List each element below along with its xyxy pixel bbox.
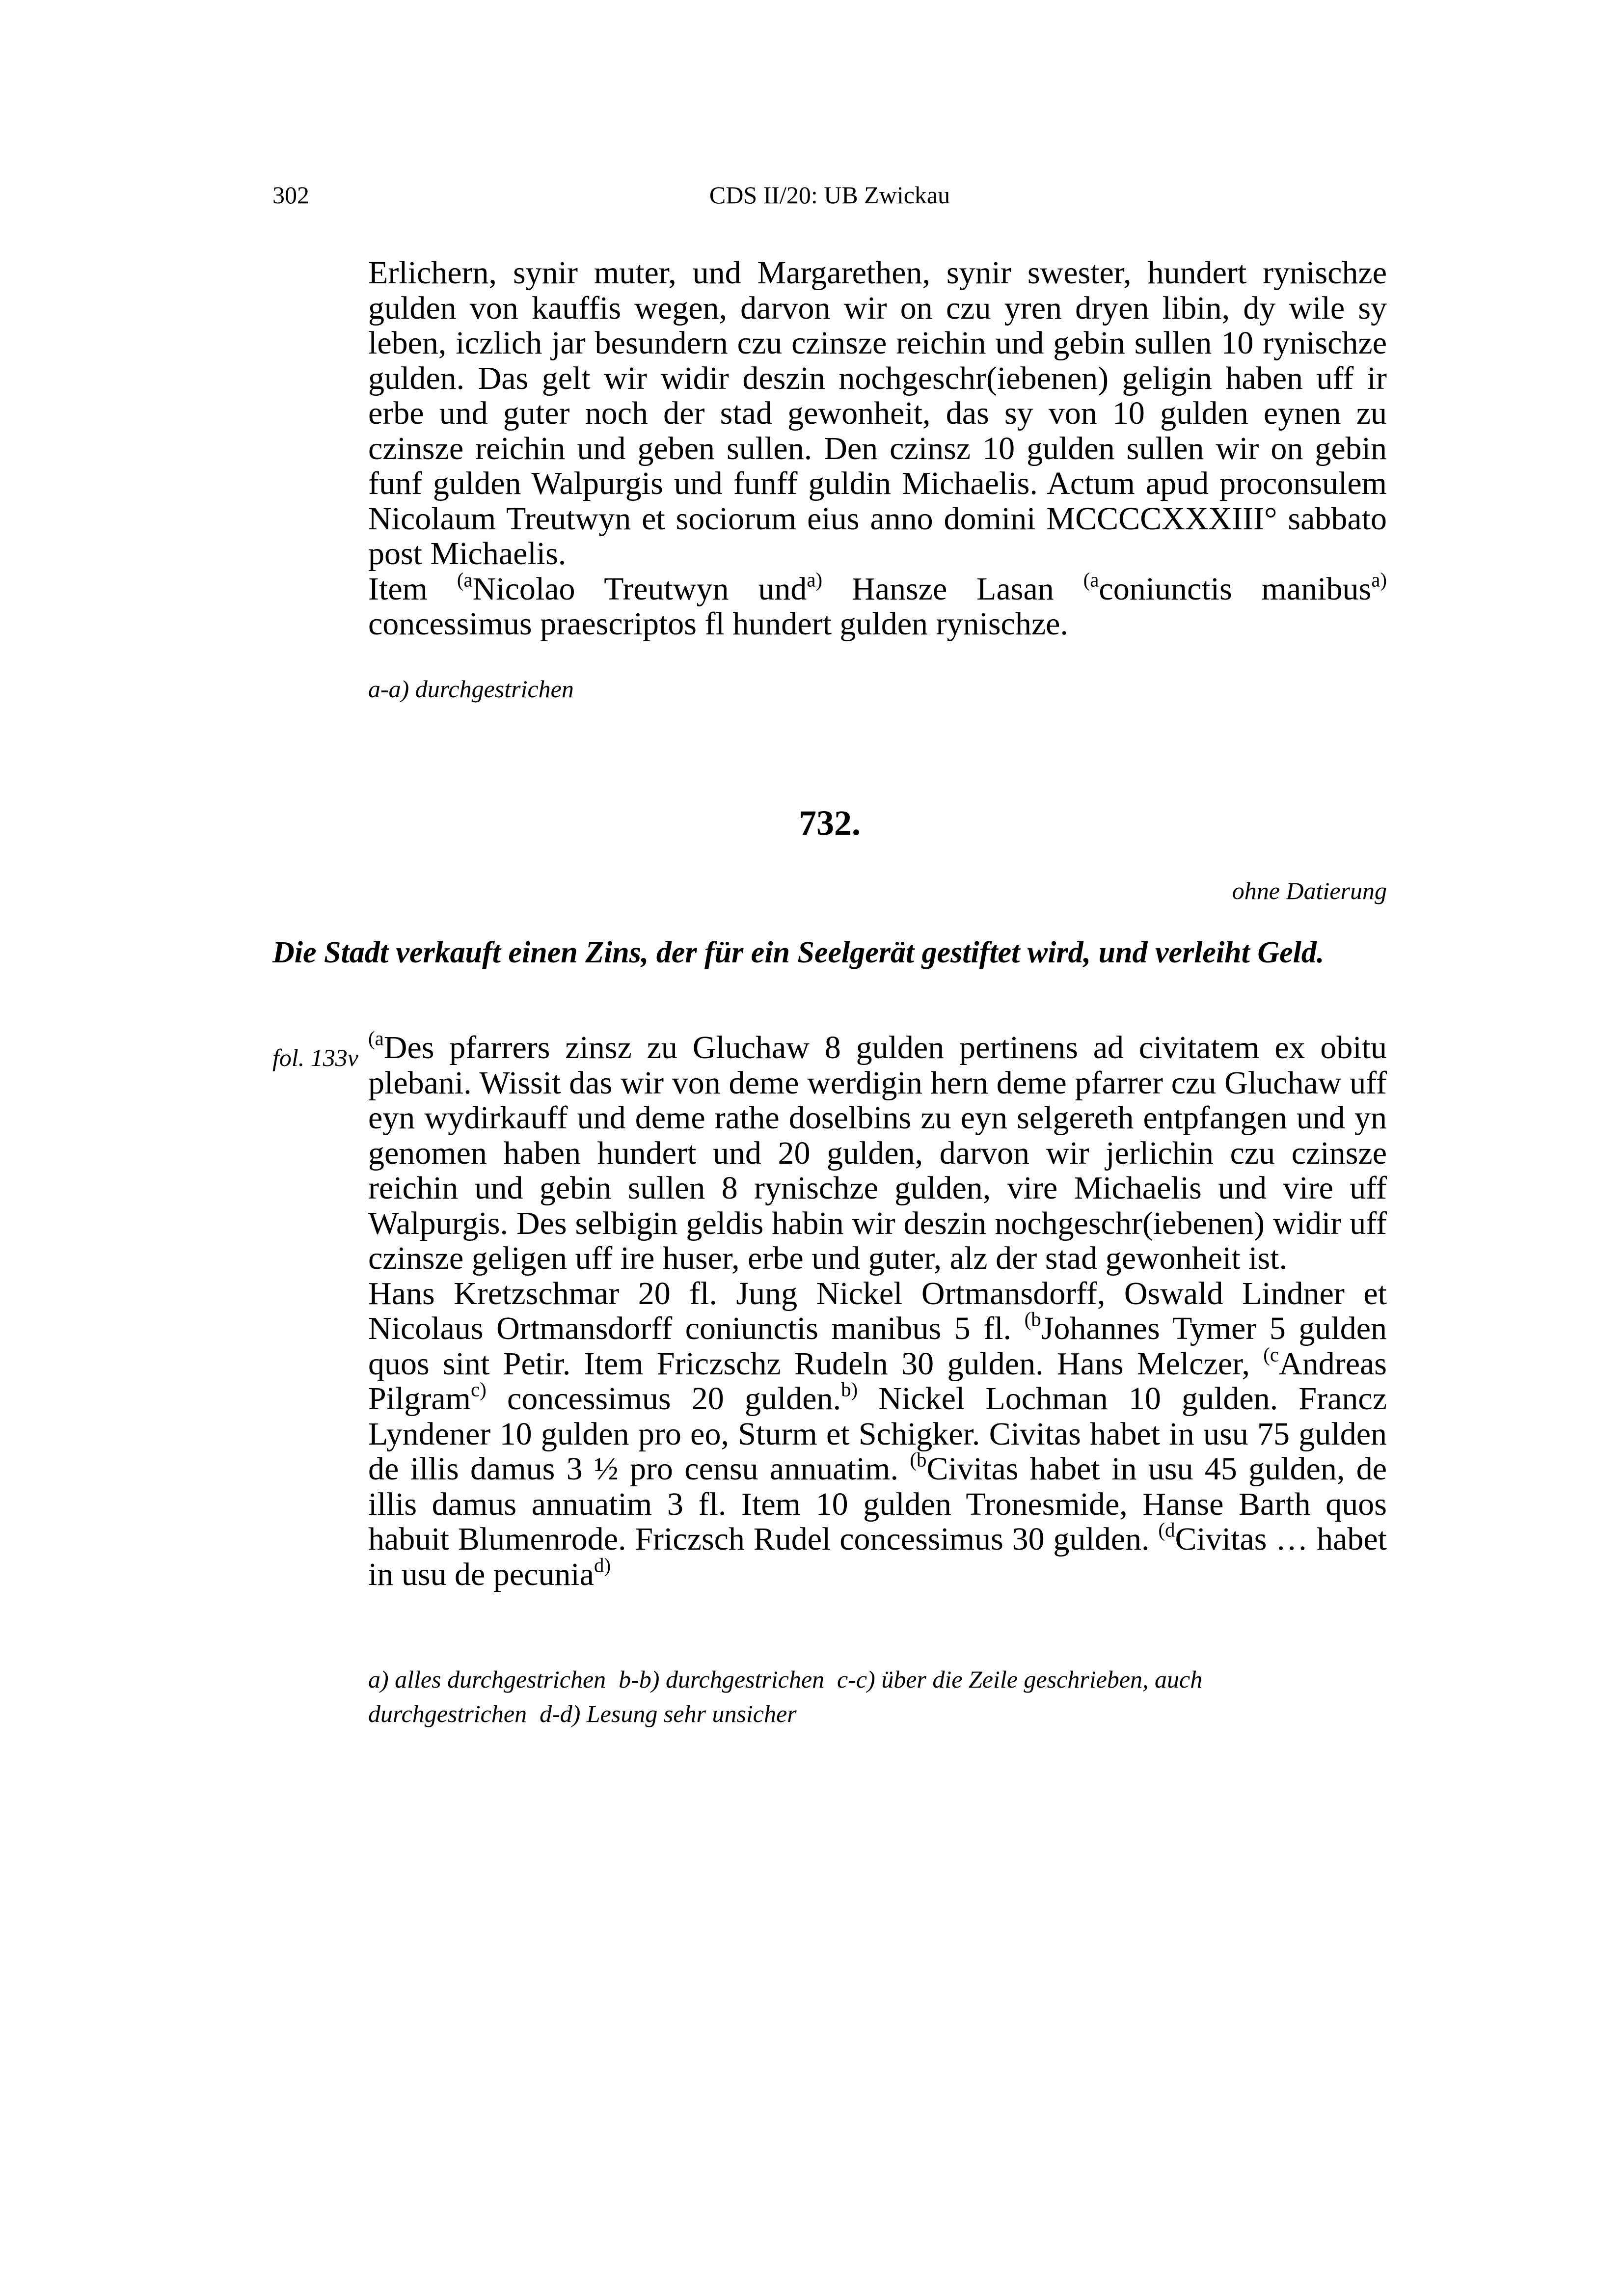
previous-document-text <box>368 255 1387 642</box>
footnote-marker: a) <box>807 568 823 591</box>
footnote-marker: (b <box>910 1449 927 1471</box>
document-text <box>368 1027 1387 1592</box>
footnote-marker: (d <box>1158 1519 1175 1541</box>
paragraph: $^{(a}$Des pfarrers zinsz zu Gluchaw 8 gulden pertinens ad civitatem ex obitu plebani. Wissit das wir von deme werdigin hern deme pfarrer czu Gluchaw uff eyn wydirkauff und deme rathe doselbins zu eyn selgereth entpfangen und yn genomen haben hundert und 20 gulden, darvon wir jerlichin czu czinsze reichin und gebin sullen 8 rynischze gulden, vire Michaelis und vire uff Walpurgis. Des selbigin geldis habin wir deszin nochgeschr(iebenen) widir uff czinsze geligen uff ire huser, erbe und guter, alz der stad gewonheit ist. <box>368 1027 1387 1276</box>
footnote-marker: b) <box>841 1378 858 1401</box>
footnote-marker: (b <box>1024 1308 1041 1331</box>
page-number: 302 <box>272 181 309 209</box>
footnote-marker: (a <box>1083 568 1099 591</box>
document-date: ohne Datierung <box>1232 877 1387 904</box>
footnote-marker: (a <box>368 1027 384 1050</box>
folio-reference: fol. 133v <box>272 1044 358 1071</box>
footnote-apparatus <box>368 1662 1387 1731</box>
footnote-marker: (a <box>457 568 473 591</box>
document-regest: Die Stadt verkauft einen Zins, der für ein Seelgerät gestiftet wird, und verleiht Geld. <box>272 936 1325 969</box>
running-header <box>272 181 1387 215</box>
footnote: b-b) durchgestrichen <box>619 1666 825 1693</box>
footnote: c-c) über die Zeile geschrieben, auch durchgestrichen <box>368 1666 1203 1727</box>
footnote-marker: a) <box>1371 568 1387 591</box>
document-number: 732. <box>799 803 861 843</box>
footnote-apparatus: a-a) durchgestrichen <box>368 675 574 703</box>
footnote-marker: c) <box>471 1378 487 1401</box>
paragraph: Hans Kretzschmar 20 fl. Jung Nickel Ortmansdorff, Oswald Lindner et Nicolaus Ortmansdorff coniunctis manibus 5 fl. $^{(b}$Johannes Tymer 5 gulden quos sint Petir. Item Friczschz Rudeln 30 gulden. Hans Melczer, $^{(c}$Andreas Pilgram$^{c)}$ concessimus 20 gulden.$^{b)}$ Nickel Lochman 10 gulden. Francz Lyndener 10 gulden pro eo, Sturm et Schigker. Civitas habet in usu 75 gulden de illis damus 3 ½ pro censu annuatim. $^{(b}$Civitas habet in usu 45 gulden, de illis damus annuatim 3 fl. Item 10 gulden Tronesmide, Hanse Barth quos habuit Blumenrode. Friczsch Rudel concessimus 30 gulden. $^{(d}$Civitas … habet in usu de pecunia$^{d)}$ <box>368 1275 1387 1592</box>
paragraph: Item $^{(a}$Nicolao Treutwyn und$^{a)}$ Hansze Lasan $^{(a}$coniunctis manibus$^{a)}$ concessimus praescriptos fl hundert gulden rynischze. <box>368 568 1387 642</box>
paragraph: Erlichern, synir muter, und Margarethen, synir swester, hundert rynischze gulden von kauffis wegen, darvon wir on czu yren dryen libin, dy wile sy leben, iczlich jar besundern czu czinsze reichin und gebin sullen 10 rynischze gulden. Das gelt wir widir deszin nochgeschr(iebenen) geligin haben uff ir erbe und guter noch der stad gewonheit, das sy von 10 gulden eynen zu czinsze reichin und geben sullen. Den czinsz 10 gulden sullen wir on gebin funf gulden Walpurgis und funff guldin Michaelis. Actum apud proconsulem Nicolaum Treutwyn et sociorum eius anno domini MCCCCXXXIII° sabbato post Michaelis. <box>368 255 1387 572</box>
footnote: a) alles durchgestrichen <box>368 1666 606 1693</box>
footnote-marker: d) <box>594 1554 611 1576</box>
footnote: d-d) Lesung sehr unsicher <box>540 1700 797 1727</box>
running-title: CDS II/20: UB Zwickau <box>709 181 950 209</box>
footnote-marker: (c <box>1263 1343 1279 1366</box>
